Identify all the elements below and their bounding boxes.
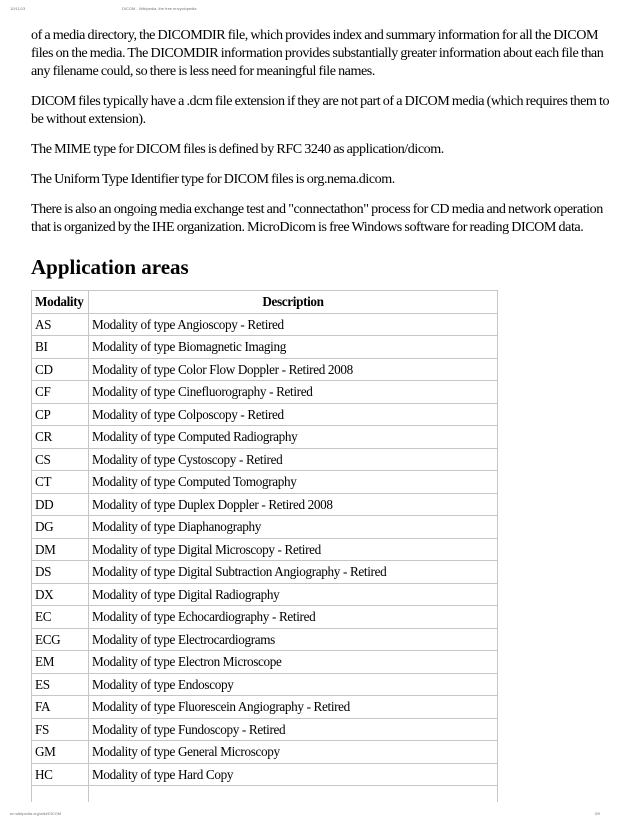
article-content xyxy=(31,26,614,802)
table-row xyxy=(32,381,498,404)
table-body xyxy=(32,313,498,802)
paragraph-file-extension: DICOM files typically have a .dcm file extension if they are not part of a DICOM media (which requires them to be without extension). xyxy=(31,93,610,127)
modality-description-cell: Modality of type Computed Radiography xyxy=(89,426,498,449)
print-footer-url: en.wikipedia.org/wiki/DICOM xyxy=(10,811,62,816)
table-header-row xyxy=(32,291,498,314)
modality-description-cell: Modality of type Hard Copy xyxy=(89,763,498,786)
modality-description-cell: Modality of type Color Flow Doppler - Retired 2008 xyxy=(89,358,498,381)
table-row xyxy=(32,651,498,674)
modality-code-cell: FS xyxy=(32,718,89,741)
modality-code-cell: ECG xyxy=(32,628,89,651)
modality-code-cell: FA xyxy=(32,696,89,719)
modality-description-cell: Modality of type Angioscopy - Retired xyxy=(89,313,498,336)
table-row xyxy=(32,493,498,516)
modality-description-cell: Modality of type Digital Microscopy - Retired xyxy=(89,538,498,561)
modality-description-cell: Modality of type Digital Radiography xyxy=(89,583,498,606)
table-row xyxy=(32,336,498,359)
modality-code-cell: DG xyxy=(32,516,89,539)
modality-code-cell: DD xyxy=(32,493,89,516)
modality-code-cell: CS xyxy=(32,448,89,471)
table-row xyxy=(32,763,498,786)
table-row xyxy=(32,696,498,719)
modality-description-cell: Modality of type Biomagnetic Imaging xyxy=(89,336,498,359)
modality-code-cell: DM xyxy=(32,538,89,561)
print-header-title: DICOM - Wikipedia, the free encyclopedia xyxy=(122,6,197,11)
modality-code-cell: DS xyxy=(32,561,89,584)
modality-description-cell: Modality of type Electron Microscope xyxy=(89,651,498,674)
modality-code-cell: HC xyxy=(32,763,89,786)
modality-code-cell: DX xyxy=(32,583,89,606)
modality-description-cell: Modality of type General Microscopy xyxy=(89,741,498,764)
modality-code-cell: ES xyxy=(32,673,89,696)
table-row xyxy=(32,448,498,471)
table-row xyxy=(32,628,498,651)
modality-description-cell: Modality of type Electrocardiograms xyxy=(89,628,498,651)
table-row xyxy=(32,471,498,494)
table-row xyxy=(32,516,498,539)
modality-description-cell: Modality of type Digital Subtraction Angiography - Retired xyxy=(89,561,498,584)
paragraph-dicomdir: of a media directory, the DICOMDIR file, which provides index and summary information for all the DICOM files on the media. The DICOMDIR information provides substantially greater information about each file than any filename could, so there is less need for meaningful file names. xyxy=(31,27,604,79)
table-row xyxy=(32,426,498,449)
table-row xyxy=(32,358,498,381)
modality-description-cell: Modality of type Cinefluorography - Retired xyxy=(89,381,498,404)
section-heading-application-areas: Application areas xyxy=(31,255,189,279)
modality-description-cell xyxy=(89,786,498,803)
modality-code-cell: CR xyxy=(32,426,89,449)
column-header-modality: Modality xyxy=(32,291,89,314)
print-header-date: 10/11/13 xyxy=(10,6,26,11)
table-row xyxy=(32,673,498,696)
paragraph-mime-type: The MIME type for DICOM files is defined by RFC 3240 as application/dicom. xyxy=(31,141,444,157)
table-row-continued xyxy=(32,786,498,803)
modality-code-cell: GM xyxy=(32,741,89,764)
modality-code-cell: EM xyxy=(32,651,89,674)
table-row xyxy=(32,403,498,426)
modality-code-cell: EC xyxy=(32,606,89,629)
table-row xyxy=(32,718,498,741)
modality-description-cell: Modality of type Fluorescein Angiography - Retired xyxy=(89,696,498,719)
paragraph-connectathon: There is also an ongoing media exchange test and "connectathon" process for CD media and network operation that is organized by the IHE organization. MicroDicom is free Windows software for reading DICOM data. xyxy=(31,201,603,235)
modality-code-cell: BI xyxy=(32,336,89,359)
modality-table xyxy=(31,290,498,802)
print-footer-page-number: 3/9 xyxy=(594,811,600,816)
modality-code-cell xyxy=(32,786,89,803)
table-row xyxy=(32,561,498,584)
modality-code-cell: AS xyxy=(32,313,89,336)
modality-code-cell: CF xyxy=(32,381,89,404)
modality-code-cell: CD xyxy=(32,358,89,381)
paragraph-uti-type: The Uniform Type Identifier type for DICOM files is org.nema.dicom. xyxy=(31,171,395,187)
table-row xyxy=(32,313,498,336)
modality-description-cell: Modality of type Diaphanography xyxy=(89,516,498,539)
modality-description-cell: Modality of type Cystoscopy - Retired xyxy=(89,448,498,471)
table-row xyxy=(32,741,498,764)
modality-code-cell: CT xyxy=(32,471,89,494)
modality-description-cell: Modality of type Endoscopy xyxy=(89,673,498,696)
table-row xyxy=(32,538,498,561)
table-row xyxy=(32,606,498,629)
modality-description-cell: Modality of type Echocardiography - Retired xyxy=(89,606,498,629)
column-header-description: Description xyxy=(89,291,498,314)
table-row xyxy=(32,583,498,606)
modality-description-cell: Modality of type Fundoscopy - Retired xyxy=(89,718,498,741)
modality-code-cell: CP xyxy=(32,403,89,426)
modality-description-cell: Modality of type Computed Tomography xyxy=(89,471,498,494)
modality-description-cell: Modality of type Duplex Doppler - Retired 2008 xyxy=(89,493,498,516)
modality-description-cell: Modality of type Colposcopy - Retired xyxy=(89,403,498,426)
